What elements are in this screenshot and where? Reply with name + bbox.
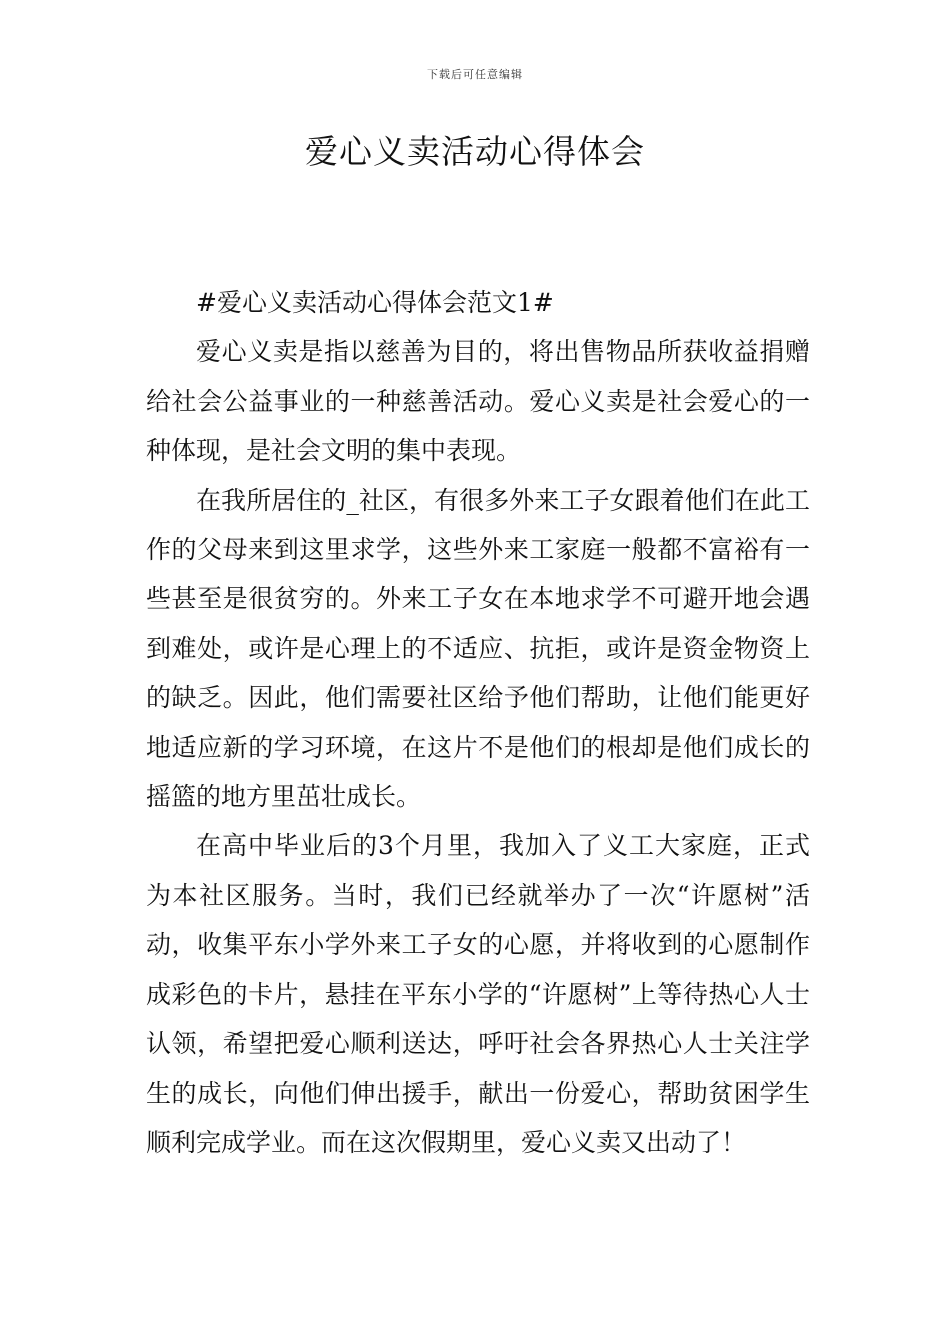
document-body	[146, 278, 810, 1167]
paragraph-2: 在我所居住的_社区，有很多外来工子女跟着他们在此工作的父母来到这里求学，这些外来工家庭一般都不富裕有一些甚至是很贫穷的。外来工子女在本地求学不可避开地会遇到难处，或许是心理上的不适应、抗拒，或许是资金物资上的缺乏。因此，他们需要社区给予他们帮助，让他们能更好地适应新的学习环境，在这片不是他们的根却是他们成长的摇篮的地方里茁壮成长。	[146, 485, 810, 812]
paragraph-3: 在高中毕业后的3个月里，我加入了义工大家庭，正式为本社区服务。当时，我们已经就举办了一次“许愿树”活动，收集平东小学外来工子女的心愿，并将收到的心愿制作成彩色的卡片，悬挂在平东小学的“许愿树”上等待热心人士认领，希望把爱心顺利送达，呼吁社会各界热心人士关注学生的成长，向他们伸出援手，献出一份爱心，帮助贫困学生顺利完成学业。而在这次假期里，爱心义卖又出动了！	[146, 831, 810, 1157]
section-heading: #爱心义卖活动心得体会范文1#	[196, 288, 554, 317]
paragraph-1: 爱心义卖是指以慈善为目的，将出售物品所获收益捐赠给社会公益事业的一种慈善活动。爱心义卖是社会爱心的一种体现，是社会文明的集中表现。	[146, 337, 810, 466]
document-title: 爱心义卖活动心得体会	[305, 132, 645, 171]
header-note: 下载后可任意编辑	[427, 68, 523, 81]
